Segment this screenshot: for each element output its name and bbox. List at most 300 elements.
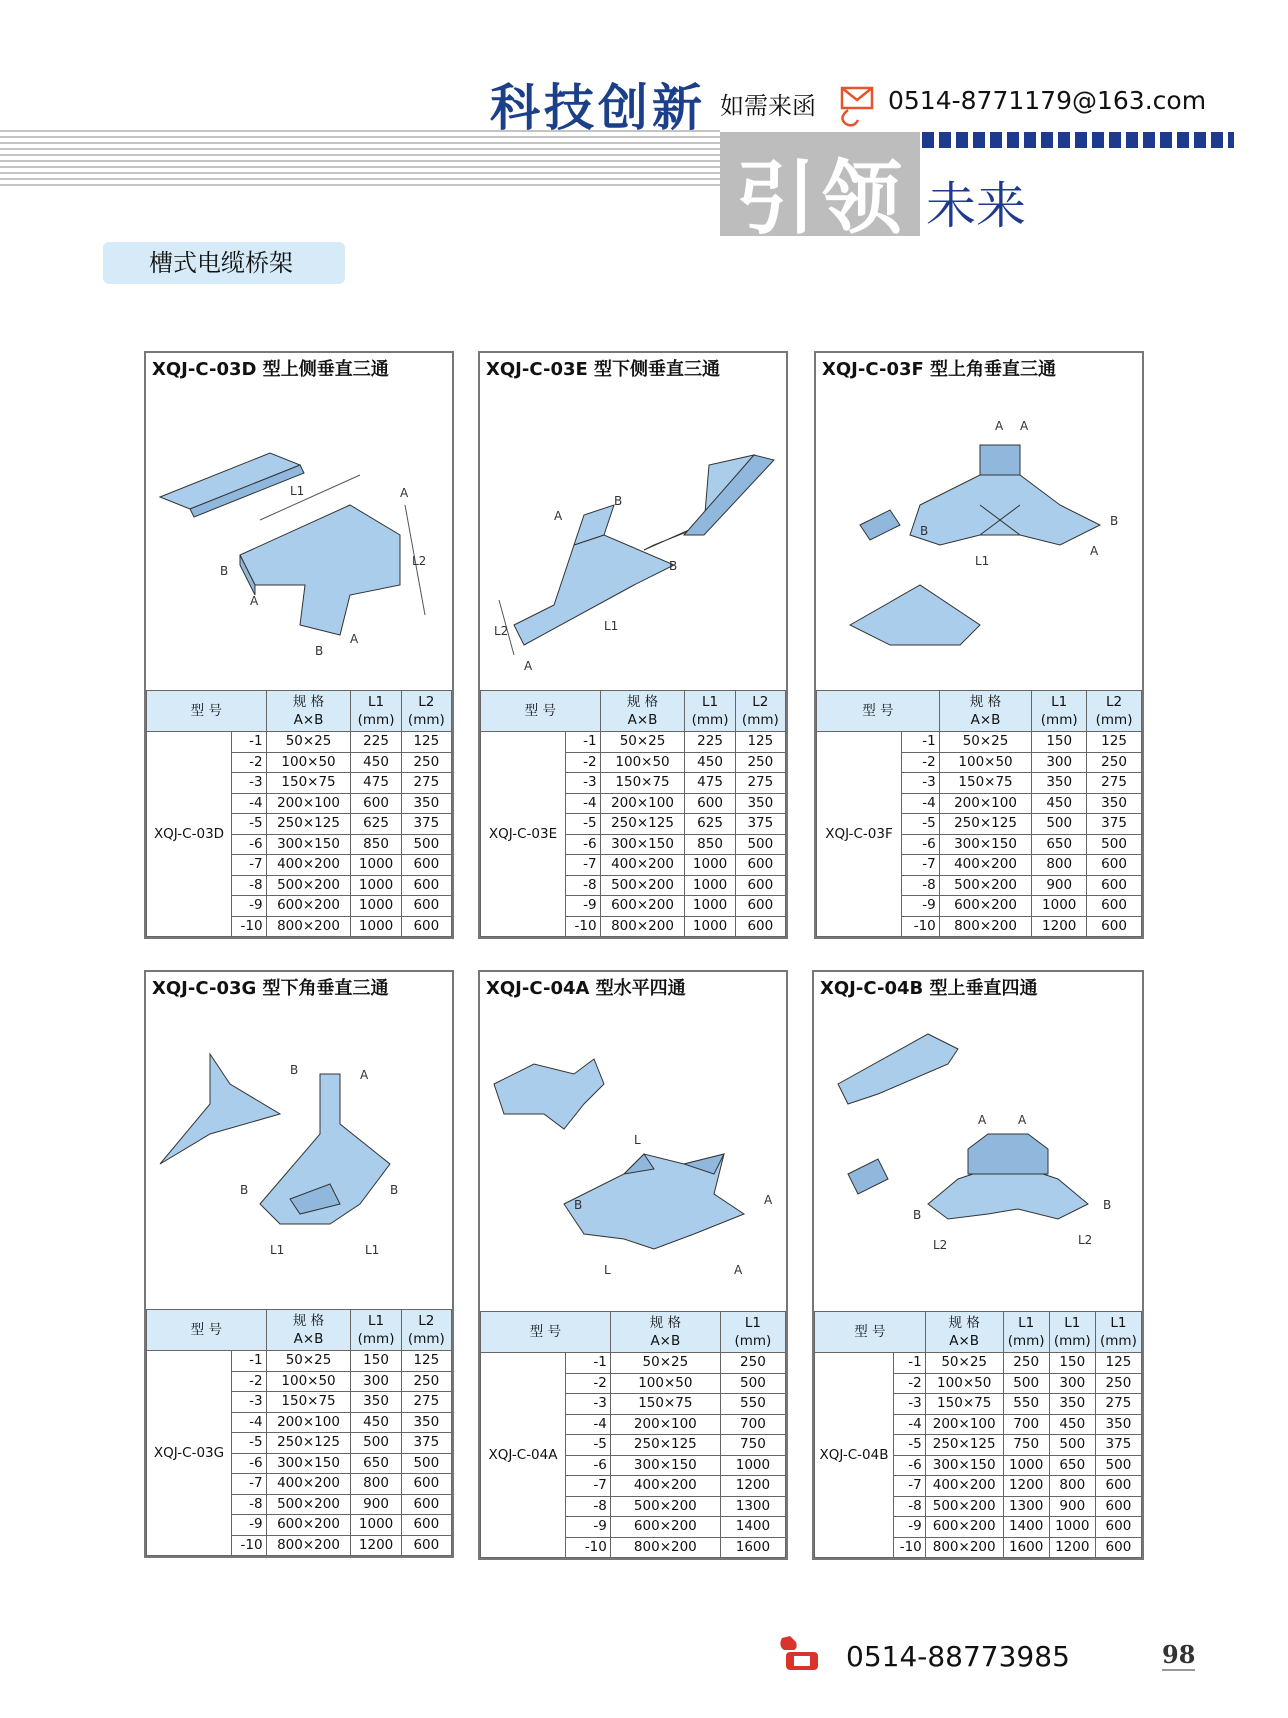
dim-cell: 150 bbox=[1049, 1353, 1095, 1374]
contact-label: 如需来函 bbox=[720, 92, 816, 120]
dim-cell: 125 bbox=[401, 732, 451, 753]
suffix-cell: -3 bbox=[902, 773, 940, 794]
header-dim-label: L2 bbox=[1106, 694, 1123, 710]
header-dim-unit: (mm) bbox=[1040, 712, 1078, 728]
header-model: 型 号 bbox=[815, 1312, 926, 1353]
suffix-cell: -4 bbox=[902, 793, 940, 814]
suffix-cell: -2 bbox=[232, 1371, 267, 1392]
svg-text:L2: L2 bbox=[1078, 1233, 1093, 1247]
spec-cell: 300×150 bbox=[266, 834, 351, 855]
suffix-cell: -9 bbox=[566, 896, 601, 917]
product-panel-03f bbox=[814, 351, 1144, 939]
spec-table bbox=[480, 690, 786, 937]
spec-cell: 200×100 bbox=[610, 1414, 720, 1435]
dim-cell: 500 bbox=[1087, 834, 1142, 855]
suffix-cell: -9 bbox=[902, 896, 940, 917]
dim-cell: 275 bbox=[1087, 773, 1142, 794]
dim-cell: 500 bbox=[720, 1373, 785, 1394]
spec-cell: 100×50 bbox=[925, 1373, 1003, 1394]
dim-cell: 600 bbox=[401, 896, 451, 917]
suffix-cell: -10 bbox=[902, 916, 940, 937]
spec-table bbox=[146, 690, 452, 937]
dim-cell: 350 bbox=[1032, 773, 1087, 794]
spec-cell: 600×200 bbox=[939, 896, 1032, 917]
dim-cell: 800 bbox=[1032, 855, 1087, 876]
spec-cell: 200×100 bbox=[925, 1414, 1003, 1435]
panel-title: XQJ-C-04B 型上垂直四通 bbox=[820, 978, 1038, 999]
dim-cell: 900 bbox=[351, 1494, 401, 1515]
table-header-row bbox=[147, 691, 452, 732]
spec-cell: 800×200 bbox=[610, 1537, 720, 1558]
spec-cell: 150×75 bbox=[266, 773, 351, 794]
suffix-cell: -10 bbox=[232, 1535, 267, 1556]
dim-cell: 625 bbox=[351, 814, 401, 835]
dim-cell: 275 bbox=[735, 773, 785, 794]
dim-cell: 450 bbox=[351, 752, 401, 773]
dim-cell: 475 bbox=[685, 773, 735, 794]
dim-cell: 800 bbox=[351, 1474, 401, 1495]
header-model: 型 号 bbox=[147, 1310, 267, 1351]
dim-cell: 600 bbox=[351, 793, 401, 814]
dim-cell: 250 bbox=[1087, 752, 1142, 773]
suffix-cell: -8 bbox=[566, 875, 601, 896]
dim-cell: 150 bbox=[1032, 732, 1087, 753]
table-row bbox=[817, 732, 1142, 753]
spec-cell: 800×200 bbox=[266, 1535, 351, 1556]
spec-cell: 500×200 bbox=[266, 875, 351, 896]
contact-email[interactable]: 0514-8771179@163.com bbox=[888, 86, 1207, 115]
dim-cell: 500 bbox=[401, 834, 451, 855]
dim-cell: 1200 bbox=[1032, 916, 1087, 937]
phone-icon bbox=[776, 1632, 824, 1676]
spec-cell: 200×100 bbox=[266, 1412, 351, 1433]
dim-cell: 600 bbox=[1095, 1496, 1141, 1517]
dim-cell: 350 bbox=[735, 793, 785, 814]
dim-cell: 375 bbox=[401, 814, 451, 835]
spec-cell: 50×25 bbox=[266, 732, 351, 753]
dim-cell: 1000 bbox=[351, 1515, 401, 1536]
category-tag: 槽式电缆桥架 bbox=[103, 242, 345, 284]
dim-cell: 300 bbox=[1032, 752, 1087, 773]
header-dim bbox=[1095, 1312, 1141, 1353]
dim-cell: 300 bbox=[1049, 1373, 1095, 1394]
suffix-cell: -2 bbox=[894, 1373, 926, 1394]
spec-cell: 50×25 bbox=[610, 1353, 720, 1374]
header-dim-unit: (mm) bbox=[407, 712, 445, 728]
spec-cell: 200×100 bbox=[939, 793, 1032, 814]
dim-cell: 650 bbox=[1049, 1455, 1095, 1476]
suffix-cell: -3 bbox=[894, 1394, 926, 1415]
dim-cell: 1000 bbox=[685, 896, 735, 917]
dim-cell: 450 bbox=[351, 1412, 401, 1433]
spec-cell: 50×25 bbox=[266, 1351, 351, 1372]
svg-text:L2: L2 bbox=[412, 554, 427, 568]
cross-04a-drawing bbox=[484, 1004, 784, 1314]
dim-cell: 1000 bbox=[685, 875, 735, 896]
svg-text:B: B bbox=[920, 524, 929, 538]
dim-cell: 125 bbox=[735, 732, 785, 753]
dim-cell: 375 bbox=[1095, 1435, 1141, 1456]
dim-cell: 600 bbox=[735, 855, 785, 876]
header-spec bbox=[266, 691, 351, 732]
product-panel-04a bbox=[478, 970, 788, 1560]
header-spec-label: 规 格 bbox=[292, 1313, 325, 1329]
header-spec-dims: A×B bbox=[627, 712, 658, 728]
header-dim-unit: (mm) bbox=[407, 1331, 445, 1347]
suffix-cell: -10 bbox=[566, 1537, 611, 1558]
suffix-cell: -3 bbox=[232, 773, 267, 794]
svg-text:B: B bbox=[669, 559, 678, 573]
dim-cell: 300 bbox=[351, 1371, 401, 1392]
dim-cell: 1600 bbox=[720, 1537, 785, 1558]
svg-text:B: B bbox=[220, 564, 229, 578]
spec-cell: 250×125 bbox=[610, 1435, 720, 1456]
table-row bbox=[147, 1351, 452, 1372]
dim-cell: 250 bbox=[735, 752, 785, 773]
suffix-cell: -8 bbox=[232, 875, 267, 896]
header-spec-dims: A×B bbox=[293, 1331, 324, 1347]
table-header-row bbox=[817, 691, 1142, 732]
spec-cell: 250×125 bbox=[266, 1433, 351, 1454]
dim-cell: 250 bbox=[720, 1353, 785, 1374]
dim-cell: 750 bbox=[720, 1435, 785, 1456]
dim-cell: 800 bbox=[1049, 1476, 1095, 1497]
spec-cell: 100×50 bbox=[266, 1371, 351, 1392]
suffix-cell: -6 bbox=[894, 1455, 926, 1476]
header-dim-label: L1 bbox=[1018, 1315, 1035, 1331]
svg-text:L1: L1 bbox=[270, 1243, 285, 1257]
header-spec-label: 规 格 bbox=[969, 694, 1002, 710]
suffix-cell: -10 bbox=[894, 1537, 926, 1558]
spec-cell: 400×200 bbox=[266, 855, 351, 876]
table-header-row bbox=[481, 691, 786, 732]
dim-cell: 125 bbox=[1095, 1353, 1141, 1374]
dim-cell: 500 bbox=[735, 834, 785, 855]
suffix-cell: -2 bbox=[232, 752, 267, 773]
spec-cell: 200×100 bbox=[600, 793, 685, 814]
header-spec-label: 规 格 bbox=[948, 1315, 980, 1331]
suffix-cell: -7 bbox=[894, 1476, 926, 1497]
header-dim bbox=[685, 691, 735, 732]
spec-cell: 300×150 bbox=[600, 834, 685, 855]
dim-cell: 350 bbox=[1049, 1394, 1095, 1415]
header-dim bbox=[351, 1310, 401, 1351]
suffix-cell: -9 bbox=[894, 1517, 926, 1538]
tee-03g-drawing bbox=[150, 1004, 450, 1314]
suffix-cell: -3 bbox=[566, 773, 601, 794]
model-cell: XQJ-C-04B bbox=[815, 1353, 894, 1558]
slogan-lead: 引领 bbox=[736, 152, 908, 245]
suffix-cell: -6 bbox=[232, 1453, 267, 1474]
spec-cell: 800×200 bbox=[925, 1537, 1003, 1558]
dim-cell: 750 bbox=[1003, 1435, 1049, 1456]
slogan-future: 未来 bbox=[926, 177, 1026, 235]
header-dim bbox=[720, 1312, 785, 1353]
spec-cell: 300×150 bbox=[610, 1455, 720, 1476]
dim-cell: 1000 bbox=[351, 896, 401, 917]
suffix-cell: -5 bbox=[232, 814, 267, 835]
dim-cell: 375 bbox=[1087, 814, 1142, 835]
spec-cell: 800×200 bbox=[600, 916, 685, 937]
svg-text:L1: L1 bbox=[604, 619, 619, 633]
dim-cell: 250 bbox=[401, 752, 451, 773]
dim-cell: 250 bbox=[1095, 1373, 1141, 1394]
panel-title: XQJ-C-03G 型下角垂直三通 bbox=[152, 978, 389, 999]
table-row bbox=[481, 732, 786, 753]
suffix-cell: -3 bbox=[566, 1394, 611, 1415]
header-spec-dims: A×B bbox=[650, 1333, 681, 1349]
svg-text:B: B bbox=[614, 494, 623, 508]
dim-cell: 600 bbox=[401, 916, 451, 937]
dim-cell: 275 bbox=[1095, 1394, 1141, 1415]
svg-text:L: L bbox=[634, 1133, 641, 1147]
header-spec bbox=[266, 1310, 351, 1351]
header-dim-unit: (mm) bbox=[1095, 712, 1133, 728]
suffix-cell: -4 bbox=[894, 1414, 926, 1435]
dim-cell: 1000 bbox=[351, 916, 401, 937]
model-cell: XQJ-C-03F bbox=[817, 732, 902, 937]
suffix-cell: -4 bbox=[232, 793, 267, 814]
dim-cell: 625 bbox=[685, 814, 735, 835]
header-spec-dims: A×B bbox=[293, 712, 324, 728]
tee-03e-drawing bbox=[484, 385, 784, 695]
table-row bbox=[815, 1353, 1142, 1374]
dim-cell: 550 bbox=[1003, 1394, 1049, 1415]
header-dim-label: L1 bbox=[368, 694, 385, 710]
dim-cell: 1000 bbox=[1049, 1517, 1095, 1538]
spec-cell: 150×75 bbox=[939, 773, 1032, 794]
dim-cell: 600 bbox=[735, 896, 785, 917]
dim-cell: 1200 bbox=[1049, 1537, 1095, 1558]
dim-cell: 1000 bbox=[1032, 896, 1087, 917]
dim-cell: 700 bbox=[720, 1414, 785, 1435]
dim-cell: 600 bbox=[401, 1494, 451, 1515]
suffix-cell: -3 bbox=[232, 1392, 267, 1413]
table-header-row bbox=[815, 1312, 1142, 1353]
svg-text:A: A bbox=[400, 486, 409, 500]
dim-cell: 1000 bbox=[685, 916, 735, 937]
dim-cell: 1000 bbox=[720, 1455, 785, 1476]
spec-cell: 500×200 bbox=[600, 875, 685, 896]
spec-cell: 200×100 bbox=[266, 793, 351, 814]
suffix-cell: -4 bbox=[566, 793, 601, 814]
dim-cell: 1000 bbox=[685, 855, 735, 876]
dim-cell: 375 bbox=[401, 1433, 451, 1454]
dim-cell: 1000 bbox=[1003, 1455, 1049, 1476]
dim-cell: 600 bbox=[735, 916, 785, 937]
spec-cell: 400×200 bbox=[939, 855, 1032, 876]
svg-text:A: A bbox=[995, 419, 1004, 433]
suffix-cell: -5 bbox=[566, 814, 601, 835]
header-spec-label: 规 格 bbox=[626, 694, 659, 710]
dim-cell: 350 bbox=[401, 1412, 451, 1433]
svg-text:B: B bbox=[315, 644, 324, 658]
model-cell: XQJ-C-04A bbox=[481, 1353, 566, 1558]
table-row bbox=[147, 732, 452, 753]
dim-cell: 350 bbox=[401, 793, 451, 814]
svg-text:L: L bbox=[604, 1263, 611, 1277]
header-spec bbox=[600, 691, 685, 732]
panel-title: XQJ-C-03E 型下侧垂直三通 bbox=[486, 359, 721, 380]
spec-cell: 100×50 bbox=[600, 752, 685, 773]
dim-cell: 1300 bbox=[720, 1496, 785, 1517]
dim-cell: 700 bbox=[1003, 1414, 1049, 1435]
spec-cell: 500×200 bbox=[939, 875, 1032, 896]
tee-03f-drawing bbox=[820, 385, 1140, 695]
spec-cell: 100×50 bbox=[610, 1373, 720, 1394]
header-dim-unit: (mm) bbox=[691, 712, 729, 728]
spec-cell: 150×75 bbox=[600, 773, 685, 794]
header-dot-bar bbox=[922, 132, 1234, 148]
suffix-cell: -1 bbox=[566, 1353, 611, 1374]
model-cell: XQJ-C-03D bbox=[147, 732, 232, 937]
dim-cell: 500 bbox=[401, 1453, 451, 1474]
dim-cell: 600 bbox=[401, 855, 451, 876]
spec-cell: 100×50 bbox=[939, 752, 1032, 773]
table-row bbox=[481, 1353, 786, 1374]
suffix-cell: -5 bbox=[902, 814, 940, 835]
svg-text:A: A bbox=[350, 632, 359, 646]
dim-cell: 225 bbox=[351, 732, 401, 753]
dim-cell: 600 bbox=[1095, 1517, 1141, 1538]
svg-text:L1: L1 bbox=[365, 1243, 380, 1257]
dim-cell: 350 bbox=[351, 1392, 401, 1413]
header-dim bbox=[1087, 691, 1142, 732]
panel-title: XQJ-C-03D 型上侧垂直三通 bbox=[152, 359, 389, 380]
panel-title: XQJ-C-04A 型水平四通 bbox=[486, 978, 686, 999]
dim-cell: 450 bbox=[685, 752, 735, 773]
header-dim bbox=[1049, 1312, 1095, 1353]
svg-text:A: A bbox=[764, 1193, 773, 1207]
spec-cell: 400×200 bbox=[925, 1476, 1003, 1497]
dim-cell: 1000 bbox=[351, 875, 401, 896]
model-cell: XQJ-C-03G bbox=[147, 1351, 232, 1556]
slogan-box bbox=[720, 132, 920, 245]
header-dim-label: L2 bbox=[418, 1313, 435, 1329]
header-dim-label: L1 bbox=[368, 1313, 385, 1329]
mail-icon bbox=[836, 84, 878, 128]
dim-cell: 375 bbox=[735, 814, 785, 835]
svg-text:L2: L2 bbox=[933, 1238, 948, 1252]
spec-cell: 600×200 bbox=[266, 1515, 351, 1536]
suffix-cell: -7 bbox=[232, 855, 267, 876]
header-dim-unit: (mm) bbox=[1007, 1333, 1045, 1349]
tee-03d-drawing bbox=[150, 385, 450, 695]
suffix-cell: -1 bbox=[894, 1353, 926, 1374]
spec-cell: 150×75 bbox=[925, 1394, 1003, 1415]
spec-cell: 500×200 bbox=[925, 1496, 1003, 1517]
dim-cell: 1200 bbox=[1003, 1476, 1049, 1497]
svg-text:A: A bbox=[1018, 1113, 1027, 1127]
suffix-cell: -9 bbox=[232, 1515, 267, 1536]
dim-cell: 1600 bbox=[1003, 1537, 1049, 1558]
header-spec bbox=[939, 691, 1032, 732]
dim-cell: 600 bbox=[401, 875, 451, 896]
spec-cell: 800×200 bbox=[939, 916, 1032, 937]
svg-text:A: A bbox=[524, 659, 533, 673]
header-dim-unit: (mm) bbox=[741, 712, 779, 728]
dim-cell: 350 bbox=[1095, 1414, 1141, 1435]
dim-cell: 475 bbox=[351, 773, 401, 794]
spec-cell: 600×200 bbox=[600, 896, 685, 917]
dim-cell: 450 bbox=[1049, 1414, 1095, 1435]
svg-text:L2: L2 bbox=[494, 624, 509, 638]
header-dim-unit: (mm) bbox=[1100, 1333, 1137, 1349]
header-dim bbox=[351, 691, 401, 732]
header-dim-unit: (mm) bbox=[734, 1333, 772, 1349]
header-dim bbox=[1032, 691, 1087, 732]
spec-cell: 800×200 bbox=[266, 916, 351, 937]
svg-text:L1: L1 bbox=[290, 484, 305, 498]
svg-text:B: B bbox=[240, 1183, 249, 1197]
spec-cell: 100×50 bbox=[266, 752, 351, 773]
header-dim bbox=[401, 691, 451, 732]
dim-cell: 600 bbox=[401, 1515, 451, 1536]
header-dim bbox=[735, 691, 785, 732]
spec-cell: 250×125 bbox=[266, 814, 351, 835]
header-spec-label: 规 格 bbox=[649, 1315, 681, 1331]
header-dim-label: L2 bbox=[418, 694, 435, 710]
header-dim bbox=[1003, 1312, 1049, 1353]
header-spec bbox=[610, 1312, 720, 1353]
footer-phone[interactable]: 0514-88773985 bbox=[846, 1640, 1070, 1673]
dim-cell: 150 bbox=[351, 1351, 401, 1372]
dim-cell: 1400 bbox=[1003, 1517, 1049, 1538]
dim-cell: 275 bbox=[401, 773, 451, 794]
dim-cell: 600 bbox=[401, 1535, 451, 1556]
suffix-cell: -9 bbox=[232, 896, 267, 917]
header-dim bbox=[401, 1310, 451, 1351]
header-spec-dims: A×B bbox=[949, 1333, 980, 1349]
dim-cell: 225 bbox=[685, 732, 735, 753]
product-panel-03e bbox=[478, 351, 788, 939]
product-panel-03d bbox=[144, 351, 454, 939]
header-model: 型 号 bbox=[817, 691, 940, 732]
dim-cell: 650 bbox=[1032, 834, 1087, 855]
suffix-cell: -2 bbox=[566, 1373, 611, 1394]
suffix-cell: -10 bbox=[232, 916, 267, 937]
cross-04b-drawing bbox=[818, 1004, 1140, 1314]
slogan-innovation: 科技创新 bbox=[490, 78, 706, 137]
header-model: 型 号 bbox=[147, 691, 267, 732]
dim-cell: 125 bbox=[1087, 732, 1142, 753]
spec-table bbox=[816, 690, 1142, 937]
header-model: 型 号 bbox=[481, 691, 601, 732]
dim-cell: 1400 bbox=[720, 1517, 785, 1538]
header-dim-label: L1 bbox=[1051, 694, 1068, 710]
spec-cell: 250×125 bbox=[925, 1435, 1003, 1456]
suffix-cell: -7 bbox=[566, 855, 601, 876]
svg-text:B: B bbox=[913, 1208, 922, 1222]
spec-cell: 500×200 bbox=[610, 1496, 720, 1517]
spec-cell: 400×200 bbox=[266, 1474, 351, 1495]
dim-cell: 600 bbox=[401, 1474, 451, 1495]
product-panel-04b bbox=[812, 970, 1144, 1560]
dim-cell: 550 bbox=[720, 1394, 785, 1415]
header-dim-label: L1 bbox=[1064, 1315, 1081, 1331]
svg-text:B: B bbox=[290, 1063, 299, 1077]
spec-table bbox=[814, 1311, 1142, 1558]
model-cell: XQJ-C-03E bbox=[481, 732, 566, 937]
dim-cell: 900 bbox=[1049, 1496, 1095, 1517]
dim-cell: 600 bbox=[1087, 916, 1142, 937]
svg-text:B: B bbox=[1103, 1198, 1112, 1212]
svg-text:A: A bbox=[1090, 544, 1099, 558]
dim-cell: 350 bbox=[1087, 793, 1142, 814]
suffix-cell: -6 bbox=[566, 1455, 611, 1476]
suffix-cell: -8 bbox=[902, 875, 940, 896]
suffix-cell: -4 bbox=[566, 1414, 611, 1435]
